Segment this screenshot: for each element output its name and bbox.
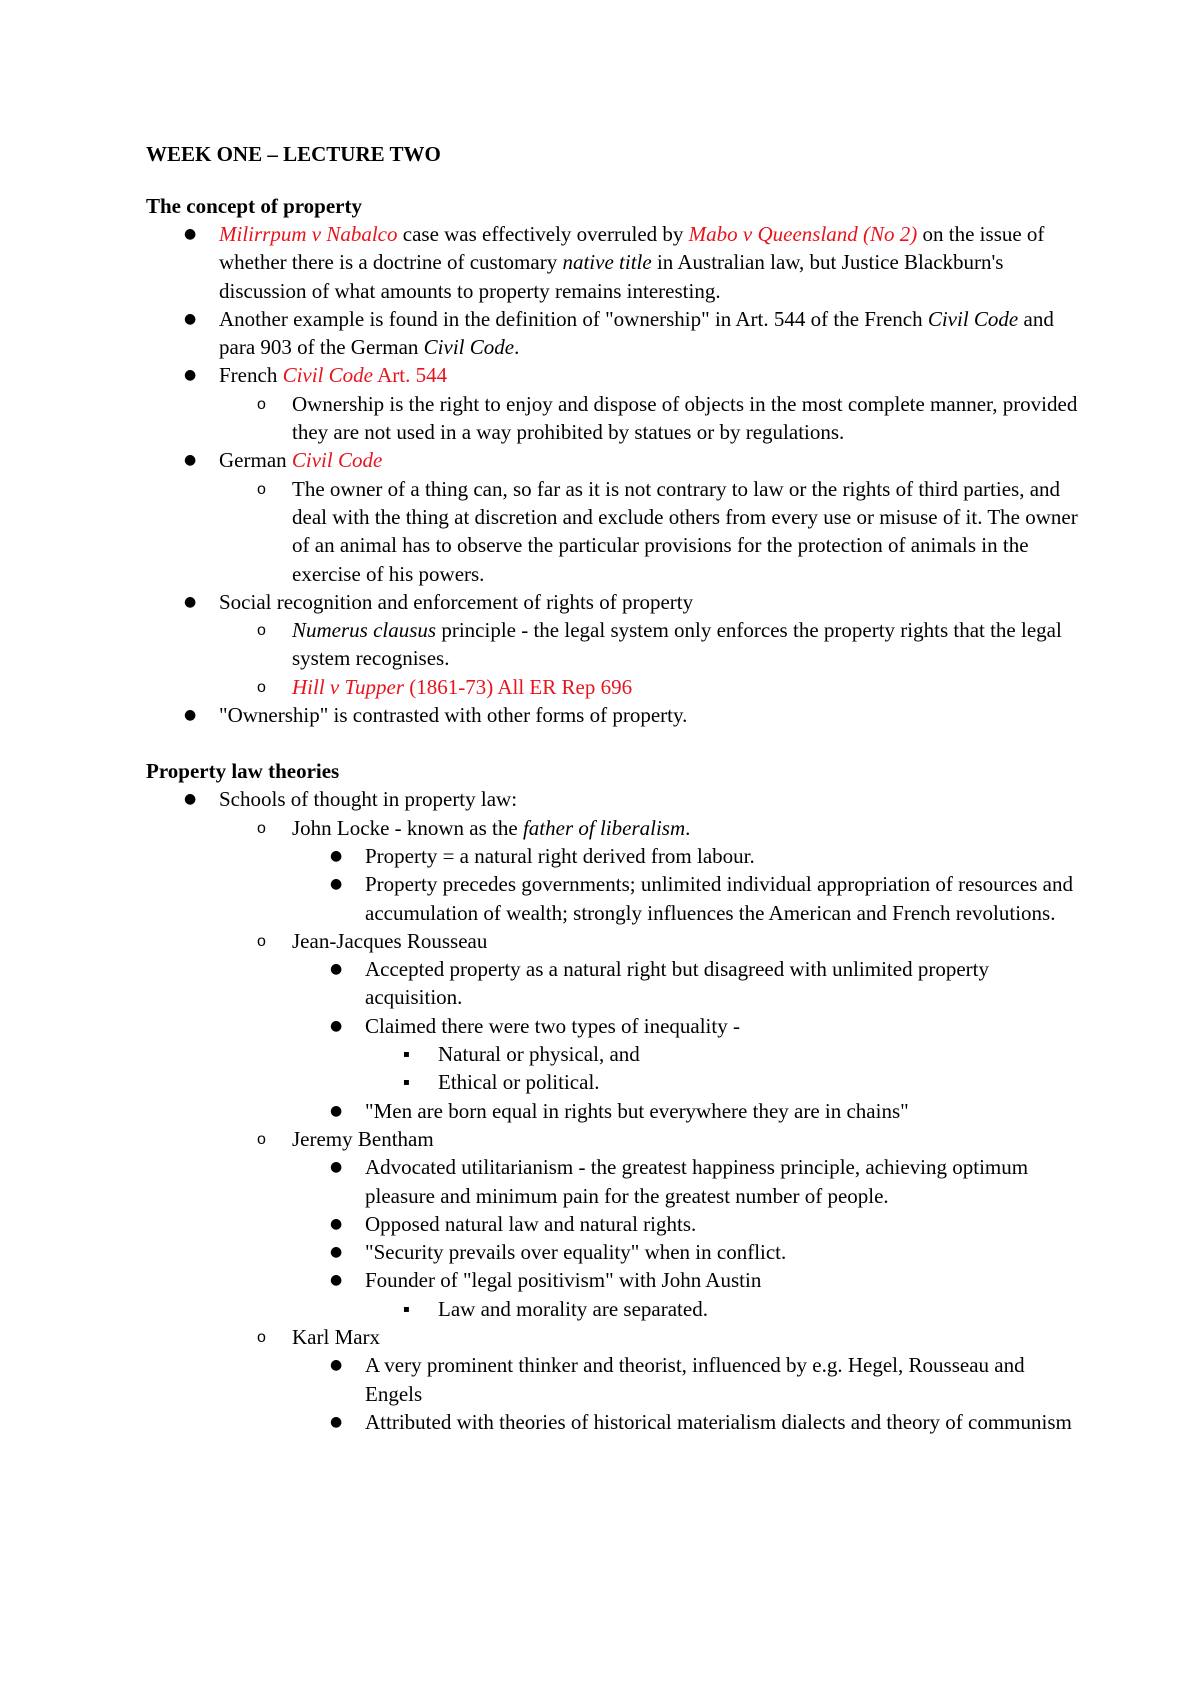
text-span: Jean-Jacques Rousseau — [292, 928, 488, 953]
term: Civil Code — [927, 306, 1019, 331]
list-item — [365, 1040, 1086, 1068]
bullet-icon: ● — [184, 452, 197, 469]
bullet-icon: ● — [330, 1159, 343, 1176]
term: father of liberalism — [522, 815, 686, 840]
list-item — [146, 305, 1086, 362]
bullet-icon: ● — [330, 1413, 343, 1430]
text-span: Claimed there were two types of inequality - — [365, 1013, 740, 1038]
circle-bullet-icon: o — [257, 678, 266, 696]
text-span: Accepted property as a natural right but disagreed with unlimited property acquisition. — [365, 957, 989, 1010]
term: Civil Code — [423, 335, 515, 360]
list-item — [219, 390, 1086, 447]
case-citation: Civil Code — [282, 363, 373, 388]
text-span: in Australian law, but Justice Blackburn's discussion of what amounts to property remains interesting. — [219, 250, 1004, 303]
text-span: Law and morality are separated. — [438, 1296, 708, 1321]
text-span: Attributed with theories of historical materialism dialects and theory of communism — [365, 1409, 1072, 1434]
square-bullet-icon: ▪ — [403, 1303, 410, 1315]
text-span: The owner of a thing can, so far as it is not contrary to law or the rights of third parties, and deal with the thing at discretion and exclude others from every use or misuse of it. The owner of an animal has to observe the particular provisions for the protection of animals in the exercise of his powers. — [292, 476, 1078, 586]
list-item — [146, 446, 1086, 587]
text-span: Property = a natural right derived from labour. — [365, 843, 755, 868]
case-citation: (1861-73) All ER Rep 696 — [404, 674, 633, 699]
circle-bullet-icon: o — [257, 1130, 266, 1148]
bullet-icon: ● — [184, 226, 197, 242]
text-span: German — [219, 448, 292, 473]
list-item — [292, 1097, 1086, 1125]
circle-bullet-icon: o — [257, 480, 266, 498]
theories-list — [146, 785, 1086, 1436]
section-heading-theories: Property law theories — [146, 759, 340, 784]
list-item — [292, 1351, 1086, 1408]
text-span: Ownership is the right to enjoy and dispose of objects in the most complete manner, provided they are not used in a way prohibited by statues or by regulations. — [292, 391, 1078, 445]
list-item — [219, 814, 1086, 927]
list-item — [292, 1266, 1086, 1323]
text-span: "Ownership" is contrasted with other forms of property. — [219, 703, 688, 728]
bullet-icon: ● — [330, 847, 343, 864]
list-item — [292, 842, 1086, 870]
list-item — [219, 927, 1086, 1125]
bullet-icon: ● — [184, 791, 197, 808]
document-title: WEEK ONE – LECTURE TWO — [146, 142, 441, 166]
bullet-icon: ● — [330, 876, 343, 893]
circle-bullet-icon: o — [257, 395, 266, 413]
case-citation: Art. 544 — [373, 363, 448, 388]
bullet-icon: ● — [184, 310, 197, 327]
square-bullet-icon: ▪ — [403, 1049, 410, 1061]
text-span: A very prominent thinker and theorist, influenced by e.g. Hegel, Rousseau and Engels — [365, 1353, 1025, 1406]
list-item — [292, 1210, 1086, 1238]
list-item — [146, 785, 1086, 1436]
bullet-icon: ● — [184, 593, 197, 610]
list-item — [365, 1068, 1086, 1096]
document-page — [146, 140, 1086, 1436]
list-item — [146, 361, 1086, 446]
list-item — [292, 1408, 1086, 1436]
list-item — [292, 870, 1086, 927]
circle-bullet-icon: o — [257, 1328, 266, 1346]
sub-list — [292, 955, 1086, 1125]
text-span: John Locke - known as the — [292, 815, 523, 840]
bullet-icon: ● — [184, 367, 197, 384]
text-span: Karl Marx — [292, 1324, 381, 1349]
sub-list — [219, 814, 1086, 1437]
bullet-icon: ● — [184, 707, 197, 724]
case-citation: Mabo v Queensland (No 2) — [688, 222, 918, 246]
sub-list — [219, 616, 1086, 701]
list-item — [292, 955, 1086, 1012]
text-span: Natural or physical, and — [438, 1042, 640, 1067]
case-citation: Milirrpum v Nabalco — [219, 222, 398, 246]
list-item — [292, 1238, 1086, 1266]
text-span: "Security prevails over equality" when in conflict. — [365, 1240, 787, 1265]
list-item — [146, 588, 1086, 701]
text-span: and para 903 of the German — [219, 306, 1054, 360]
text-span: Ethical or political. — [438, 1070, 600, 1095]
text-span: case was effectively overruled by — [397, 222, 689, 246]
bullet-icon: ● — [330, 1215, 343, 1232]
circle-bullet-icon: o — [257, 932, 266, 950]
bullet-icon: ● — [330, 1272, 343, 1289]
text-span: Schools of thought in property law: — [219, 787, 518, 812]
circle-bullet-icon: o — [257, 622, 266, 640]
list-item — [146, 220, 1086, 305]
text-span: Opposed natural law and natural rights. — [365, 1211, 697, 1236]
list-item — [146, 701, 1086, 729]
term: native title — [562, 250, 652, 275]
text-span: . — [685, 815, 691, 840]
spacer — [146, 729, 1086, 757]
text-span: French — [219, 363, 283, 388]
sub-list — [219, 390, 1086, 447]
sub-list — [292, 842, 1086, 927]
text-span: principle - the legal system only enforces the property rights that the legal system recognises. — [292, 618, 1062, 671]
text-span: "Men are born equal in rights but everywhere they are in chains" — [365, 1098, 909, 1123]
circle-bullet-icon: o — [257, 819, 266, 837]
sub-list — [292, 1351, 1086, 1436]
text-span: Another example is found in the definition of "ownership" in Art. 544 of the French — [219, 306, 928, 331]
bullet-icon: ● — [330, 1102, 343, 1119]
text-span: . — [514, 335, 520, 360]
sub-list — [365, 1040, 1086, 1097]
bullet-icon: ● — [330, 1244, 343, 1261]
sub-list — [292, 1153, 1086, 1323]
list-item — [365, 1295, 1086, 1323]
text-span: Property precedes governments; unlimited individual appropriation of resources and accumulation of wealth; strongly influences the American and French revolutions. — [365, 872, 1073, 925]
list-item — [219, 475, 1086, 588]
square-bullet-icon: ▪ — [403, 1077, 410, 1089]
bullet-icon: ● — [330, 1017, 343, 1034]
case-citation: Civil Code — [291, 448, 383, 473]
sub-list — [219, 475, 1086, 588]
list-item — [292, 1153, 1086, 1210]
text-span: Founder of "legal positivism" with John Austin — [365, 1268, 762, 1293]
section-heading-concept: The concept of property — [146, 194, 362, 218]
sub-list — [365, 1295, 1086, 1323]
bullet-icon: ● — [330, 961, 343, 978]
text-span: on the issue of whether there is a doctrine of customary — [219, 222, 1045, 275]
list-item — [219, 616, 1086, 673]
text-span: Jeremy Bentham — [292, 1126, 434, 1151]
list-item — [219, 1323, 1086, 1436]
list-item — [219, 1125, 1086, 1323]
text-span: Social recognition and enforcement of rights of property — [219, 589, 694, 614]
list-item — [292, 1012, 1086, 1097]
term: Numerus clausus — [292, 618, 437, 643]
text-span: Advocated utilitarianism - the greatest happiness principle, achieving optimum pleasure and minimum pain for the greatest number of people. — [365, 1155, 1029, 1208]
case-citation: Hill v Tupper — [292, 674, 405, 699]
concept-list — [146, 220, 1086, 729]
list-item — [219, 673, 1086, 701]
bullet-icon: ● — [330, 1357, 343, 1374]
